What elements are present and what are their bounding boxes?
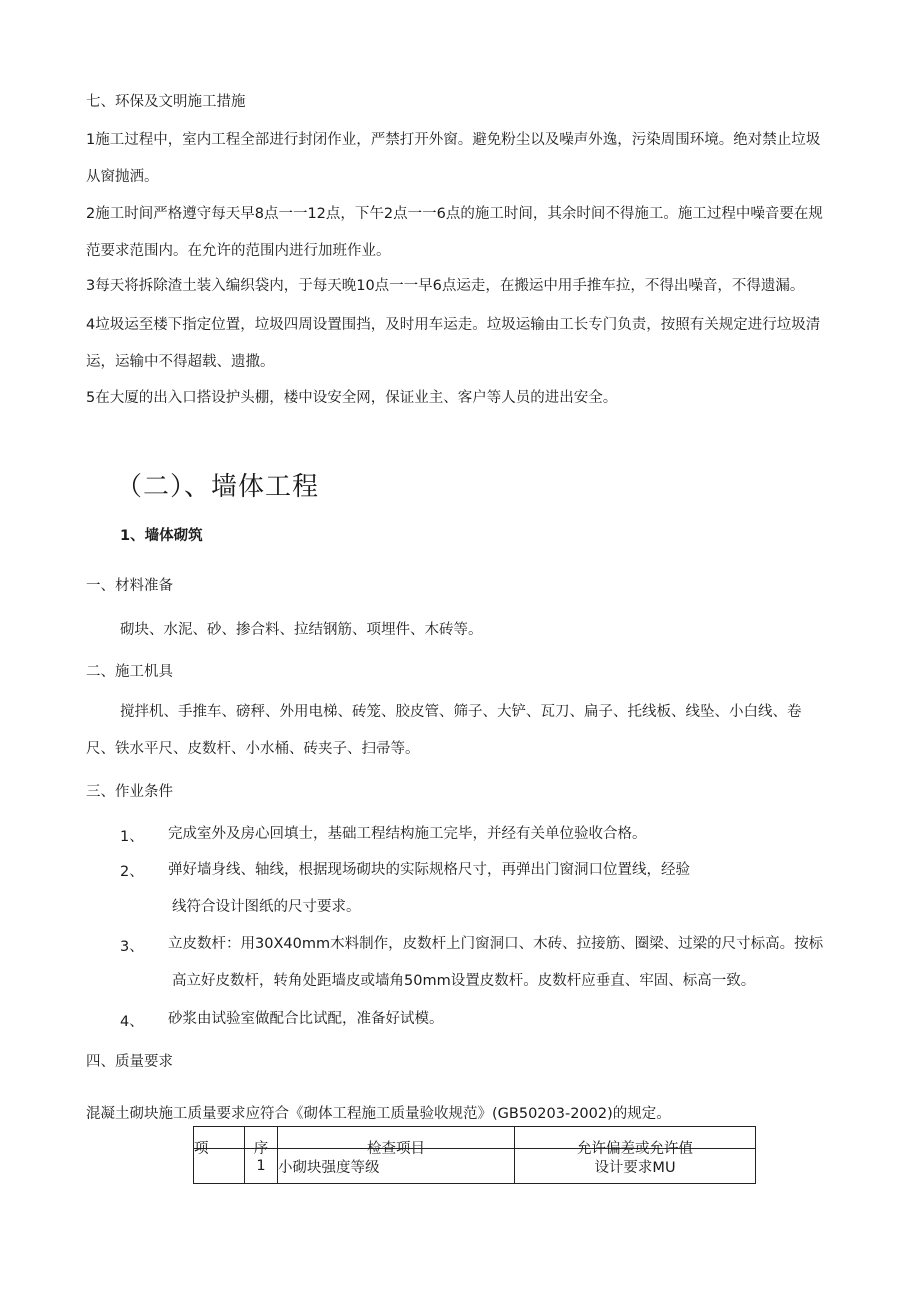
table-header-cell: 项 bbox=[194, 1127, 245, 1149]
text-line: 运，运输中不得超载、遗撒。 bbox=[86, 354, 275, 370]
text-line: 从窗抛洒。 bbox=[86, 169, 159, 185]
chapter-subtitle: 1、墙体砌筑 bbox=[120, 528, 203, 544]
condition-text bbox=[168, 926, 823, 1000]
text-line: 4垃圾运至楼下指定位置，垃圾四周设置围挡，及时用车运走。垃圾运输由工长专门负责，按照有关规定进行垃圾清 bbox=[86, 317, 821, 333]
text-line: 立皮数杆：用30X40mm木料制作，皮数杆上门窗洞口、木砖、拉接筋、圈梁、过梁的尺寸标高。按标 bbox=[168, 936, 824, 952]
condition-text bbox=[168, 852, 690, 926]
section7-item-2 bbox=[86, 196, 856, 270]
text-line: 2施工时间严格遵守每天早8点一一12点，下午2点一一6点的施工时间，其余时间不得施工。施工过程中噪音要在规 bbox=[86, 206, 823, 222]
section7-title: 七、环保及文明施工措施 bbox=[86, 94, 246, 110]
condition-number: 1、 bbox=[120, 829, 144, 845]
condition-number: 4、 bbox=[120, 1014, 144, 1030]
text-line: 5在大厦的出入口搭设护头棚，楼中设安全网，保证业主、客户等人员的进出安全。 bbox=[86, 390, 618, 406]
quality-intro: 混凝土砌块施工质量要求应符合《砌体工程施工质量验收规范》(GB50203-2002)的规定。 bbox=[86, 1106, 671, 1122]
quality-heading: 四、质量要求 bbox=[86, 1054, 173, 1070]
table-cell: 设计要求MU bbox=[515, 1149, 756, 1184]
section7-item-1 bbox=[86, 122, 856, 196]
table-header-cell: 检查项目 bbox=[278, 1127, 515, 1149]
materials-text: 砌块、水泥、砂、掺合料、拉结钢筋、项埋件、木砖等。 bbox=[120, 622, 483, 638]
chapter-title: （二）、墙体工程 bbox=[116, 472, 320, 502]
section7-item-5 bbox=[86, 380, 856, 417]
materials-heading: 一、材料准备 bbox=[86, 578, 173, 594]
condition-text bbox=[168, 1001, 444, 1038]
table-header-cell: 序 bbox=[245, 1127, 278, 1149]
text-line: 高立好皮数杆，转角处距墙皮或墙角50mm设置皮数杆。皮数杆应垂直、牢固、标高一致。 bbox=[172, 973, 756, 989]
table-cell: 小砌块强度等级 bbox=[278, 1149, 515, 1184]
text-line: 完成室外及房心回填士，基础工程结构施工完毕，并经有关单位验收合格。 bbox=[168, 826, 647, 842]
text-line: 弹好墙身线、轴线，根据现场砌块的实际规格尺寸，再弹出门窗洞口位置线，经验 bbox=[168, 862, 690, 878]
condition-text bbox=[168, 816, 647, 853]
text-line: 尺、铁水平尺、皮数杆、小水桶、砖夹子、扫帚等。 bbox=[86, 741, 420, 757]
text-line: 搅拌机、手推车、磅秤、外用电梯、砖笼、胶皮管、筛子、大铲、瓦刀、扁子、托线板、线坠、小白线、卷 bbox=[120, 704, 802, 720]
text-line: 线符合设计图纸的尺寸要求。 bbox=[172, 899, 361, 915]
conditions-heading: 三、作业条件 bbox=[86, 784, 173, 800]
table-header-cell: 允许偏差或允许值 bbox=[515, 1127, 756, 1149]
quality-table bbox=[193, 1126, 756, 1184]
text-line: 1施工过程中，室内工程全部进行封闭作业，严禁打开外窗。避免粉尘以及噪声外逸，污染周围环境。绝对禁止垃圾 bbox=[86, 132, 821, 148]
text-line: 砂浆由试验室做配合比试配，准备好试模。 bbox=[168, 1011, 444, 1027]
tools-heading: 二、施工机具 bbox=[86, 664, 173, 680]
section7-item-3 bbox=[86, 268, 856, 305]
text-line: 范要求范围内。在允许的范围内进行加班作业。 bbox=[86, 243, 391, 259]
section7-item-4 bbox=[86, 307, 856, 381]
table-header-row bbox=[194, 1127, 756, 1149]
tools-text bbox=[86, 694, 856, 768]
condition-number: 2、 bbox=[120, 864, 144, 880]
condition-number: 3、 bbox=[120, 939, 144, 955]
text-line: 3每天将拆除渣土装入编织袋内，于每天晚10点一一早6点运走，在搬运中用手推车拉，不得出噪音，不得遗漏。 bbox=[86, 278, 805, 294]
table-cell: 1 bbox=[245, 1149, 278, 1184]
